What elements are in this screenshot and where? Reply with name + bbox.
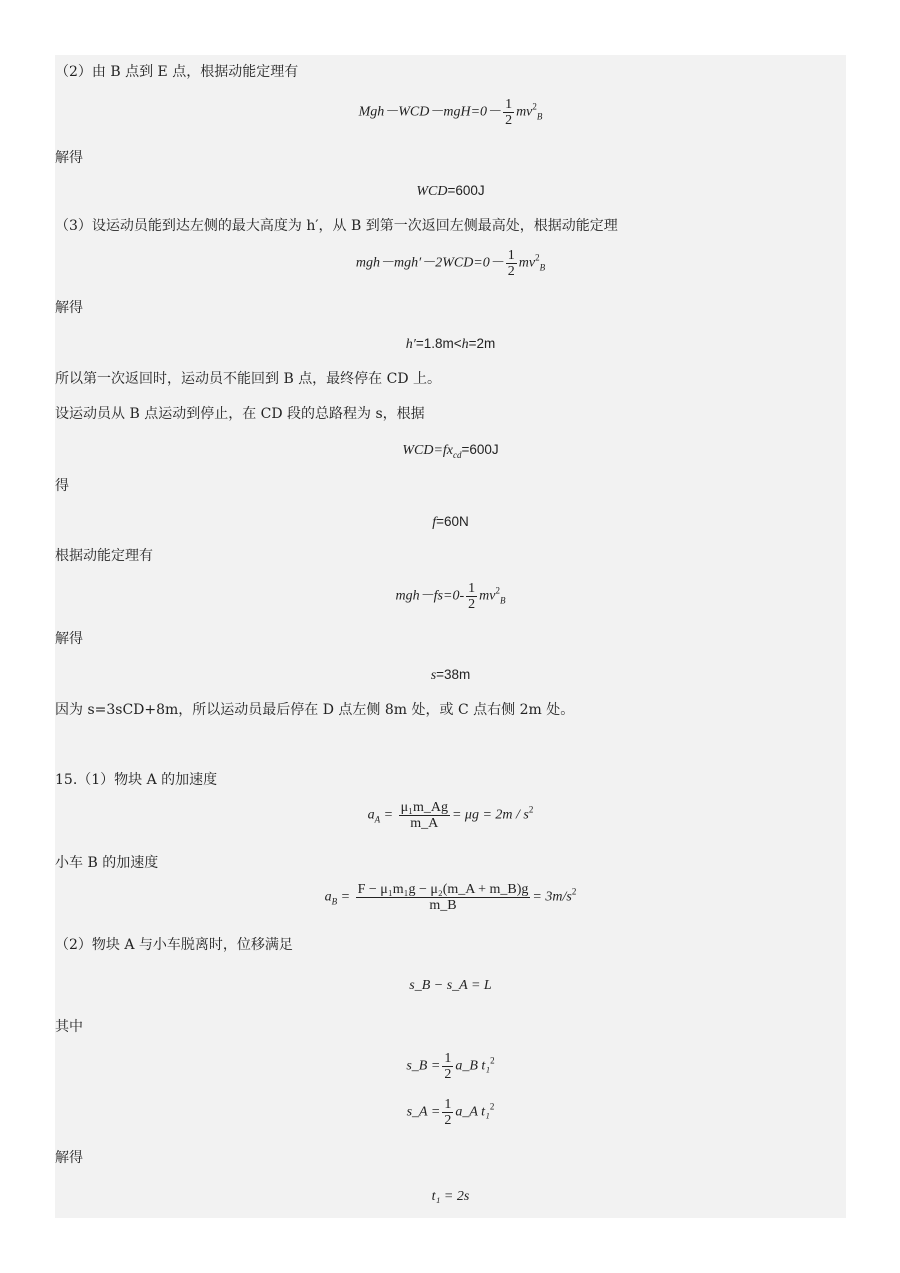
result-distance: s=38m [430, 667, 471, 683]
equation-accel-b: $a_B$ = $\frac{\text{F − μ₁m₁g − μ₂(m\_A + m\_B)g}}{m\_B}$ = $3m/s^2$ [324, 882, 577, 913]
get-label: 得 [55, 478, 69, 494]
result-friction: f=60N [432, 514, 469, 530]
result-wcd: WCD=600J [416, 183, 485, 199]
solve-label-3: 解得 [55, 631, 83, 647]
among-label: 其中 [55, 1019, 83, 1035]
energy-theorem-heading: 根据动能定理有 [55, 548, 153, 564]
equation-sb: s_B = $\frac{1}{2}$ a_B t₁$^2$ [406, 1051, 495, 1082]
solve-label-1: 解得 [55, 150, 83, 166]
result-h-prime: h′=1.8m<h=2m [405, 336, 496, 352]
equation-2: mgh－mgh′－2WCD=0－ $\frac{1}{2}$ $mv^2_B$ [355, 248, 546, 279]
equation-3: $WCD=fx_{cd}=600J$ [402, 442, 499, 460]
equation-1: Mgh－WCD－mgH=0－ $\frac{1}{2}$ $mv^2_B$ [358, 97, 543, 128]
part3-heading: （3）设运动员能到达左侧的最大高度为 h′，从 B 到第一次返回左侧最高处，根据动能定理 [55, 218, 618, 234]
solve-label-2: 解得 [55, 300, 83, 316]
conclusion-1: 所以第一次返回时，运动员不能回到 B 点，最终停在 CD 上。 [55, 371, 442, 387]
result-time: t₁ = 2s [431, 1189, 470, 1204]
page-content [55, 55, 846, 1218]
question-15-heading: 15.（1）物块 A 的加速度 [55, 772, 218, 788]
part2-heading: （2）由 B 点到 E 点，根据动能定理有 [55, 64, 299, 80]
final-statement: 因为 s=3sCD+8m，所以运动员最后停在 D 点左侧 8m 处，或 C 点右侧 2m 处。 [55, 702, 575, 718]
equation-sa: s_A = $\frac{1}{2}$ a_A t₁$^2$ [406, 1097, 495, 1128]
setup-total-path: 设运动员从 B 点运动到停止，在 CD 段的总路程为 s，根据 [55, 406, 425, 422]
equation-displacement: s_B − s_A = L [409, 978, 492, 993]
equation-accel-a: $a_A$ = $\frac{\text{μ₁m\_Ag}}{m\_A}$ = $\mu g = 2m / s^2$ [367, 800, 534, 831]
part2b-heading: （2）物块 A 与小车脱离时，位移满足 [55, 937, 293, 953]
car-b-heading: 小车 B 的加速度 [55, 855, 159, 871]
equation-4: mgh－fs=0- $\frac{1}{2}$ $mv^2_B$ [395, 581, 506, 612]
solve-label-4: 解得 [55, 1150, 83, 1166]
